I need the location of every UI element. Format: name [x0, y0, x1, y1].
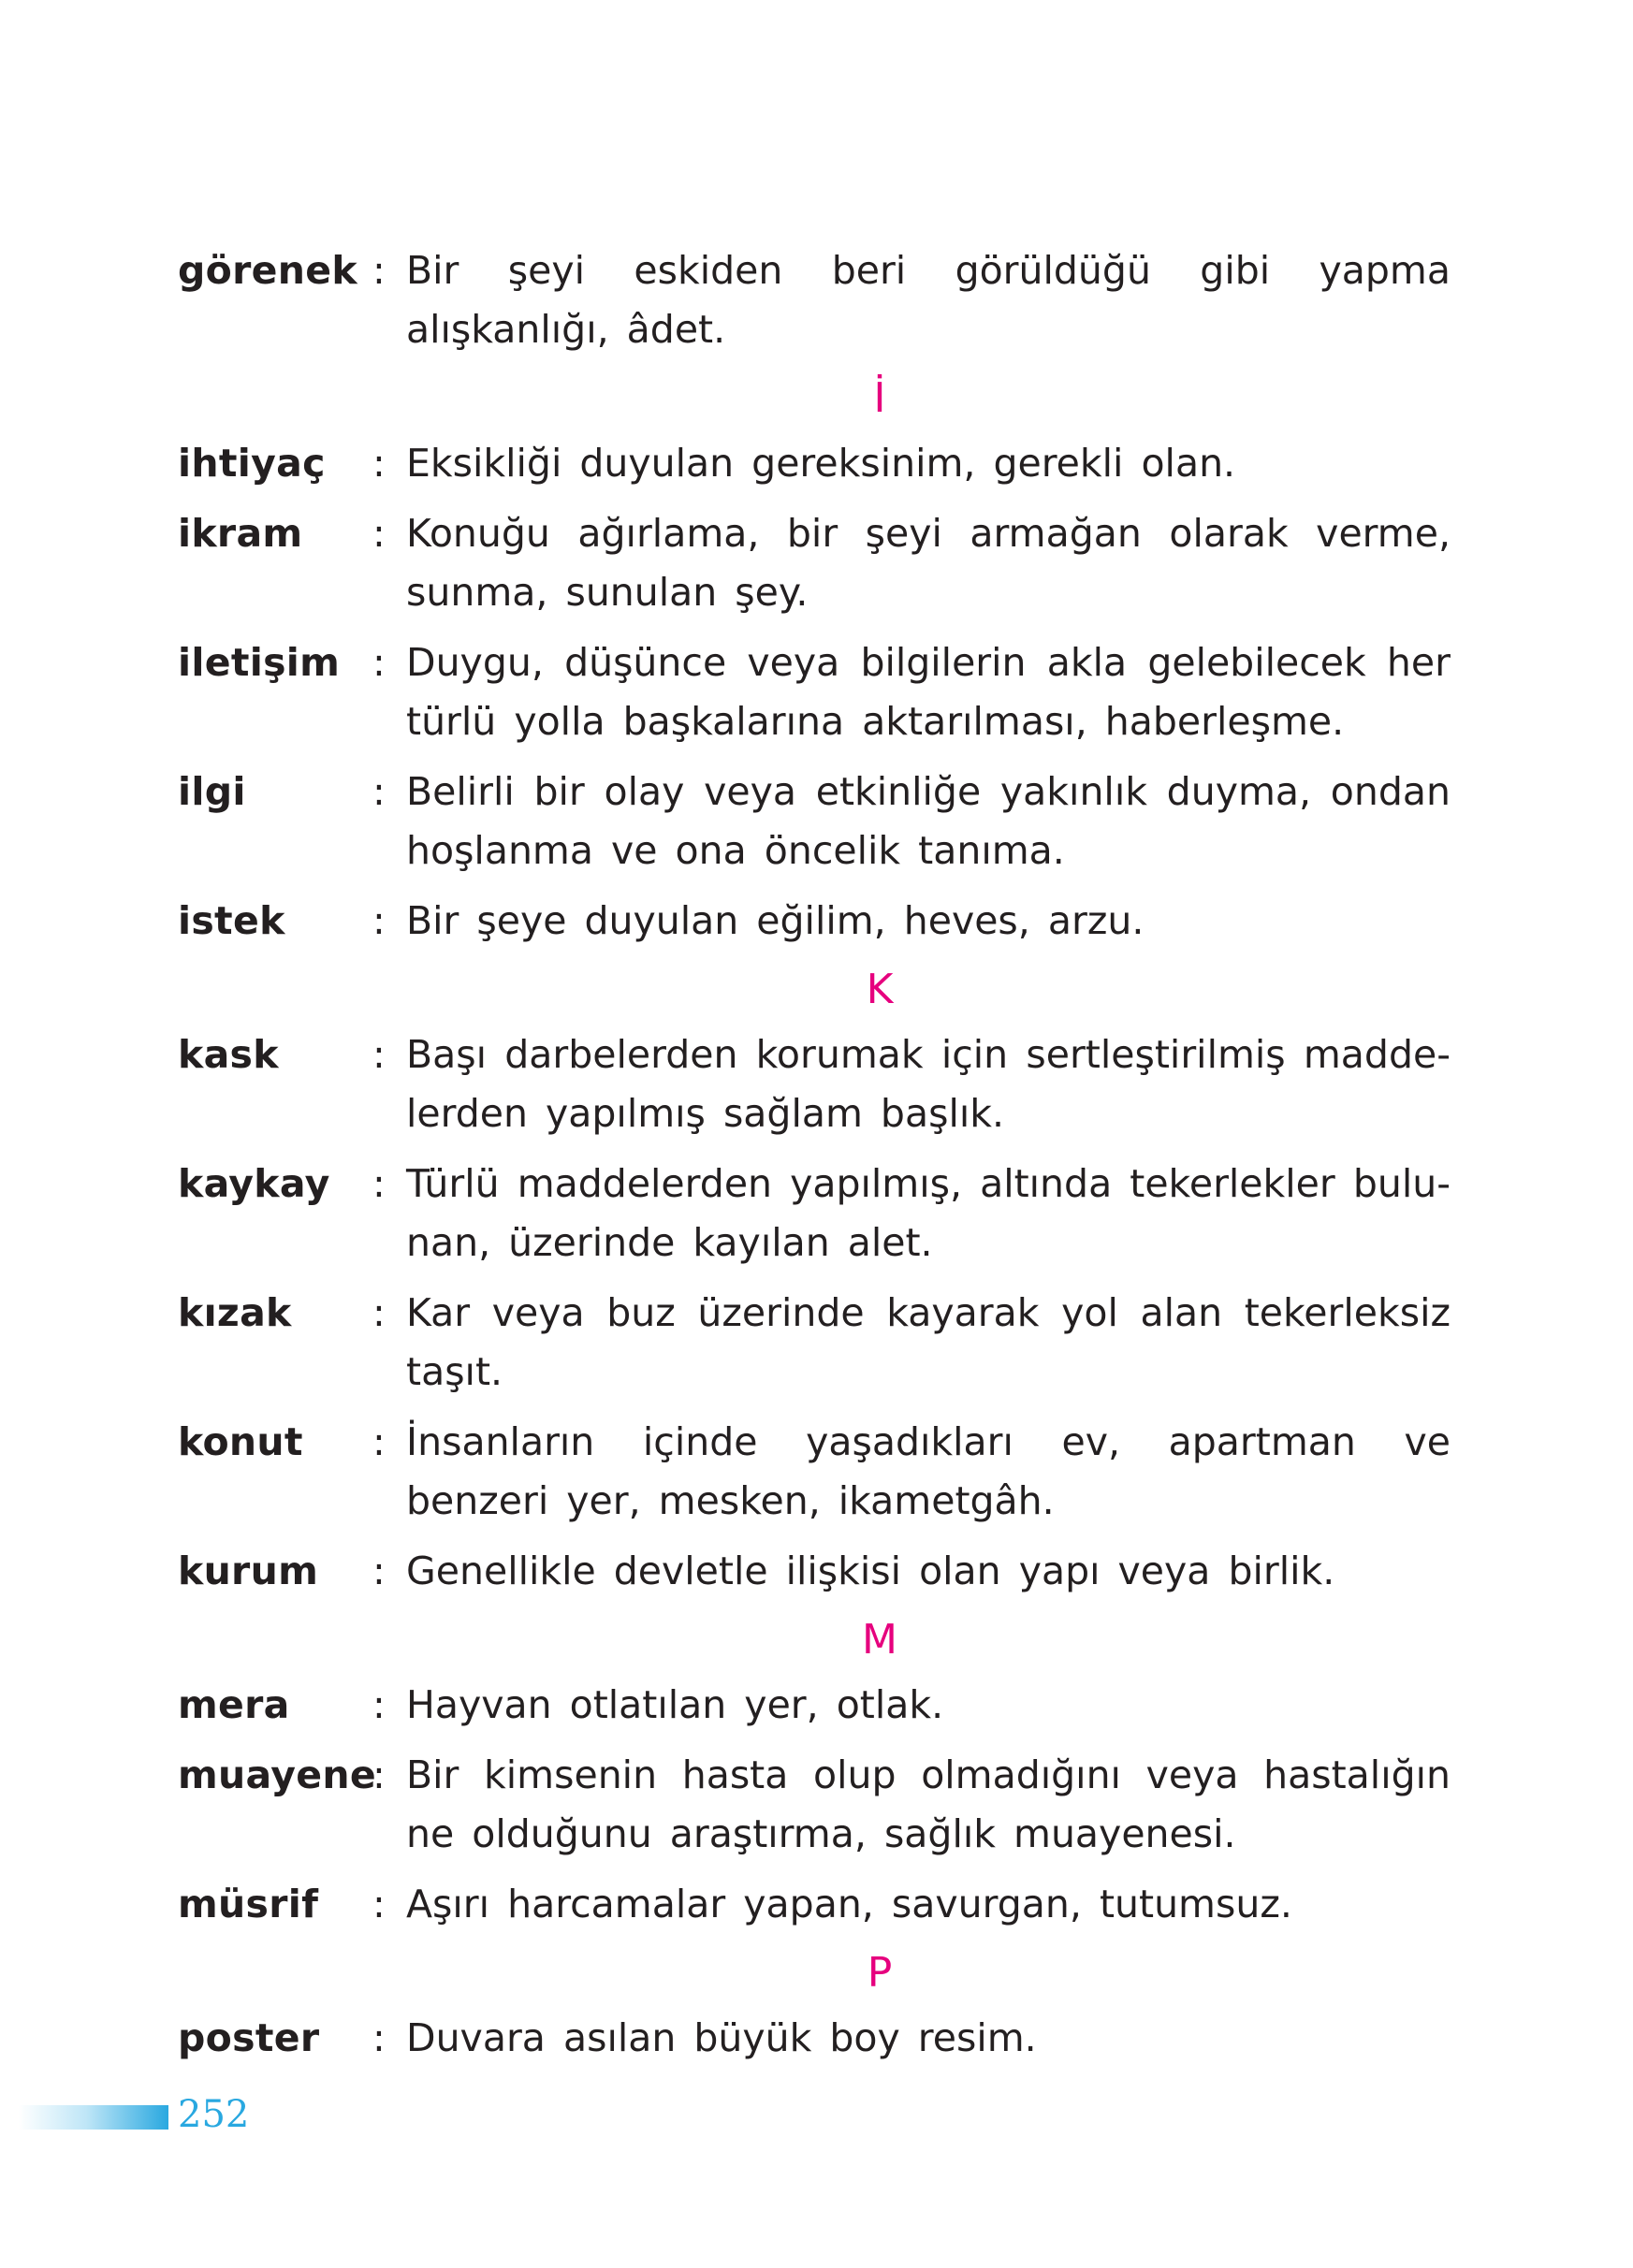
entry-term: kurum	[178, 1548, 319, 1593]
glossary-entry	[178, 1676, 1451, 1735]
entry-separator: :	[372, 1752, 386, 1797]
entry-separator: :	[372, 248, 386, 293]
entry-term: konut	[178, 1419, 303, 1464]
entry-definition: Konuğu ağırlama, bir şeyi armağan olarak verme, sunma, sunulan şey.	[406, 511, 1451, 615]
entry-definition: Belirli bir olay veya etkinliğe yakınlık duyma, ondan hoşlanma ve ona öncelik tanıma.	[406, 769, 1451, 873]
entry-term: ilgi	[178, 769, 246, 814]
glossary-entry	[178, 1413, 1451, 1531]
entry-term: poster	[178, 2015, 320, 2060]
entry-definition: Bir şeyi eskiden beri görüldüğü gibi yapma alışkanlığı, âdet.	[406, 248, 1451, 352]
entry-definition: Duygu, düşünce veya bilgilerin akla gelebilecek her türlü yolla başkalarına aktarılması, haberleşme.	[406, 640, 1451, 744]
entry-term: iletişim	[178, 640, 341, 685]
entry-definition: İnsanların içinde yaşadıkları ev, apartman ve benzeri yer, mesken, ikametgâh.	[406, 1419, 1451, 1523]
glossary-entry	[178, 633, 1451, 751]
glossary-entry	[178, 1542, 1451, 1601]
entry-separator: :	[372, 898, 386, 943]
entry-separator: :	[372, 1682, 386, 1727]
entry-definition: Eksikliği duyulan gereksinim, gerekli olan.	[406, 441, 1236, 486]
entry-term: ikram	[178, 511, 303, 556]
section-letter: K	[866, 966, 894, 1013]
section-letter: İ	[873, 374, 886, 422]
entry-term: muayene	[178, 1752, 376, 1797]
entry-definition: Duvara asılan büyük boy resim.	[406, 2015, 1037, 2060]
page-number: 252	[178, 2093, 250, 2136]
entry-definition: Aşırı harcamalar yapan, savurgan, tutumsuz.	[406, 1882, 1292, 1926]
section-letter: P	[867, 1949, 893, 1997]
entry-separator: :	[372, 2015, 386, 2060]
entry-term: kızak	[178, 1290, 292, 1335]
glossary-entry	[178, 1875, 1451, 1934]
glossary-entry	[178, 1284, 1451, 1402]
glossary	[178, 241, 1451, 2079]
glossary-entry	[178, 504, 1451, 622]
entry-term: kaykay	[178, 1161, 330, 1206]
glossary-entry	[178, 1155, 1451, 1272]
entry-separator: :	[372, 441, 386, 486]
entry-definition: Başı darbelerden korumak için sertleştirilmiş madde-lerden yapılmış sağlam başlık.	[406, 1032, 1451, 1136]
entry-definition: Kar veya buz üzerinde kayarak yol alan tekerleksiz taşıt.	[406, 1290, 1451, 1394]
entry-separator: :	[372, 1882, 386, 1926]
entry-separator: :	[372, 769, 386, 814]
glossary-entry	[178, 1746, 1451, 1864]
entry-term: kask	[178, 1032, 279, 1077]
entry-separator: :	[372, 1290, 386, 1335]
entry-term: ihtiyaç	[178, 441, 326, 486]
entry-separator: :	[372, 1548, 386, 1593]
glossary-entry	[178, 1025, 1451, 1143]
page-footer	[0, 2088, 374, 2141]
entry-definition: Bir kimsenin hasta olup olmadığını veya hastalığın ne olduğunu araştırma, sağlık muayenesi.	[406, 1752, 1451, 1856]
entry-definition: Genellikle devletle ilişkisi olan yapı veya birlik.	[406, 1548, 1335, 1593]
entry-term: görenek	[178, 248, 357, 293]
glossary-entry	[178, 2009, 1451, 2068]
entry-term: mera	[178, 1682, 290, 1727]
entry-separator: :	[372, 1419, 386, 1464]
entry-definition: Bir şeye duyulan eğilim, heves, arzu.	[406, 898, 1145, 943]
entry-definition: Türlü maddelerden yapılmış, altında tekerlekler bulu-nan, üzerinde kayılan alet.	[406, 1161, 1451, 1265]
entry-definition: Hayvan otlatılan yer, otlak.	[406, 1682, 944, 1727]
page-number-bar	[19, 2105, 168, 2130]
entry-separator: :	[372, 640, 386, 685]
glossary-entry	[178, 763, 1451, 880]
section-letter: M	[862, 1616, 897, 1664]
glossary-entry	[178, 241, 1451, 359]
glossary-entry	[178, 434, 1451, 493]
entry-term: müsrif	[178, 1882, 319, 1926]
entry-separator: :	[372, 511, 386, 556]
entry-separator: :	[372, 1032, 386, 1077]
glossary-entry	[178, 892, 1451, 951]
entry-term: istek	[178, 898, 285, 943]
entry-separator: :	[372, 1161, 386, 1206]
